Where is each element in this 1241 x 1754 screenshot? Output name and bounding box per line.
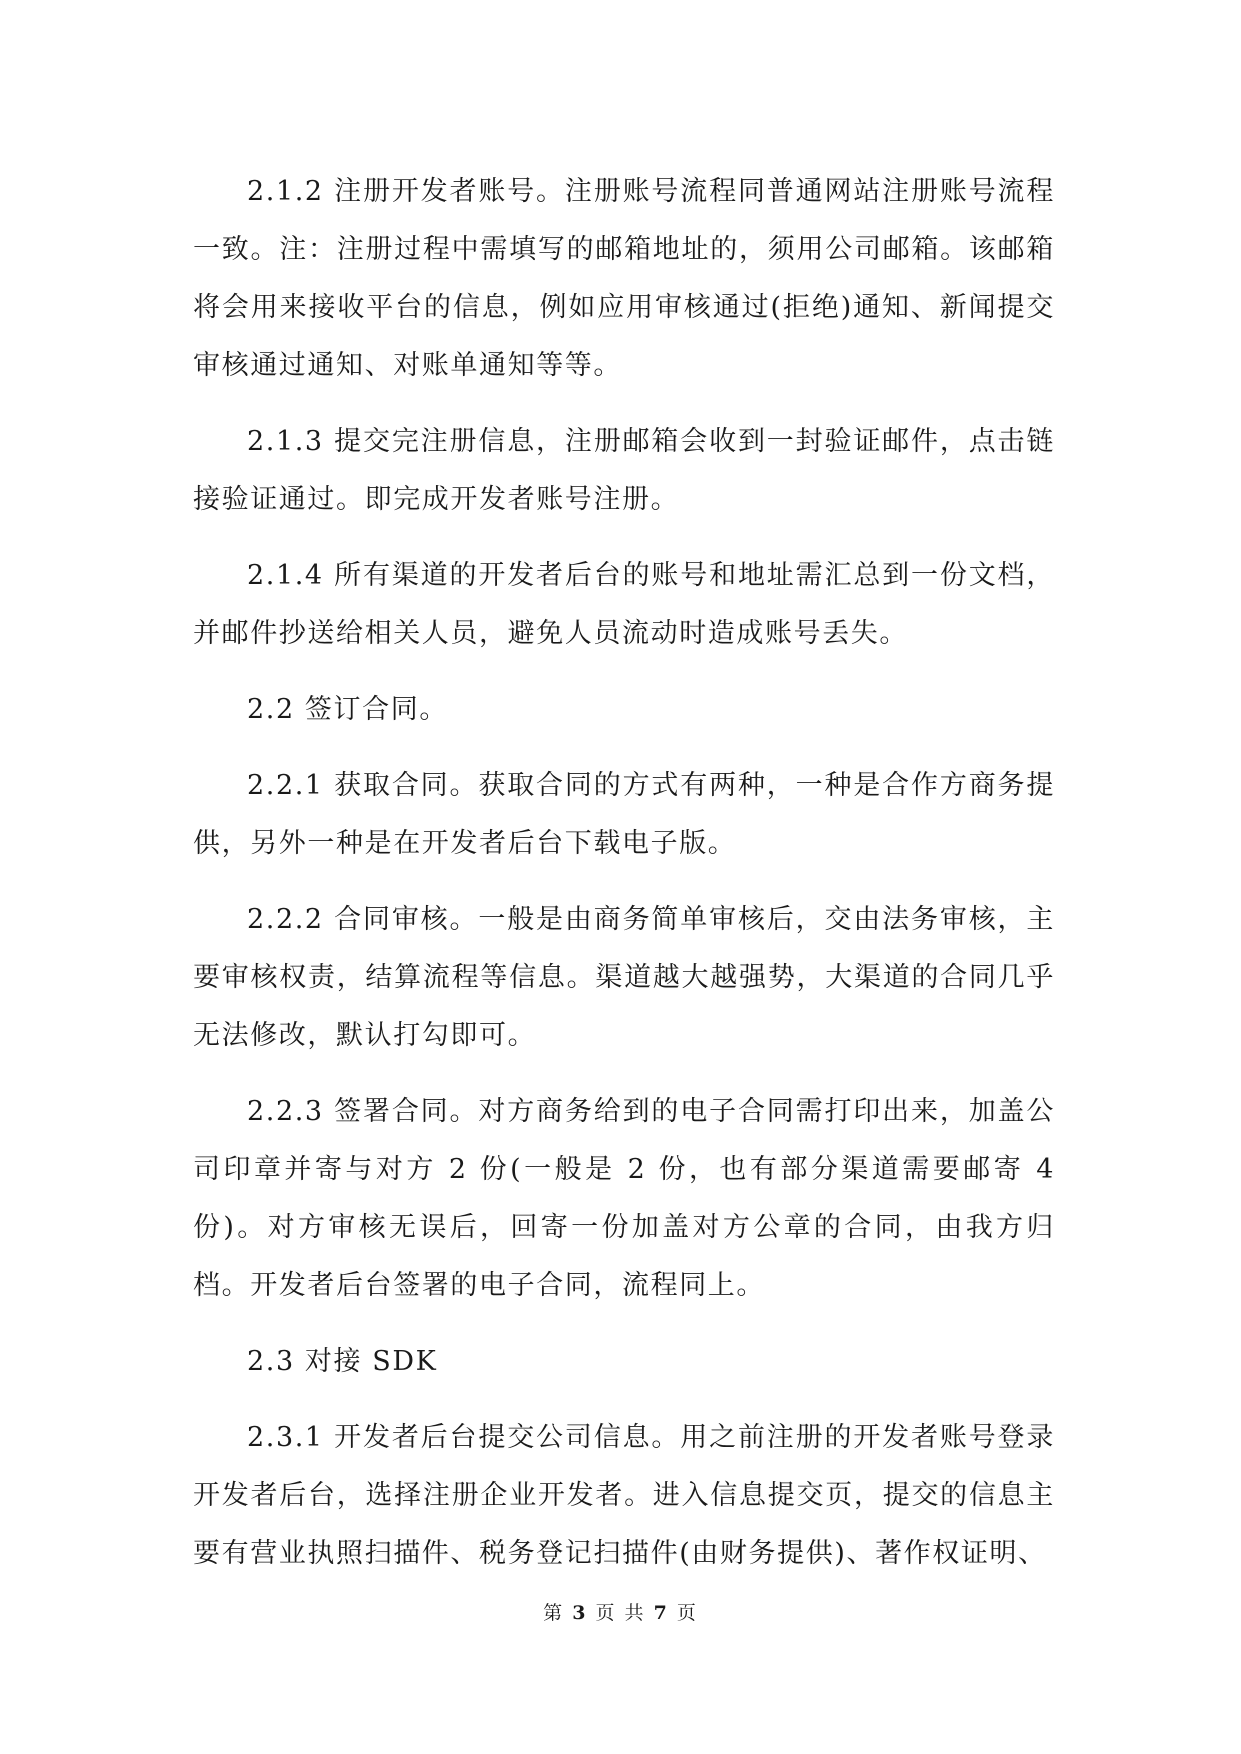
paragraph-2-1-4: 2.1.4 所有渠道的开发者后台的账号和地址需汇总到一份文档，并邮件抄送给相关人员，避免人员流动时造成账号丢失。	[193, 560, 1055, 649]
footer-prefix: 第	[543, 1602, 565, 1624]
footer-suffix: 页	[676, 1602, 698, 1624]
paragraph-2-1-3: 2.1.3 提交完注册信息，注册邮箱会收到一封验证邮件，点击链接验证通过。即完成开发者账号注册。	[193, 426, 1055, 515]
page-footer	[0, 1598, 1241, 1625]
current-page-number: 3	[572, 1602, 588, 1624]
footer-middle: 页 共	[595, 1602, 646, 1624]
heading-2-3: 2.3 对接 SDK	[247, 1346, 438, 1377]
heading-2-2: 2.2 签订合同。	[247, 694, 448, 725]
document-body	[193, 163, 1055, 1601]
paragraph-2-2-1: 2.2.1 获取合同。获取合同的方式有两种，一种是合作方商务提供，另外一种是在开发者后台下载电子版。	[193, 770, 1055, 859]
total-pages-number: 7	[653, 1602, 669, 1624]
paragraph-2-1-2: 2.1.2 注册开发者账号。注册账号流程同普通网站注册账号流程一致。注：注册过程中需填写的邮箱地址的，须用公司邮箱。该邮箱将会用来接收平台的信息，例如应用审核通过(拒绝)通知、新闻提交审核通过通知、对账单通知等等。	[193, 176, 1055, 381]
paragraph-2-2-3: 2.2.3 签署合同。对方商务给到的电子合同需打印出来，加盖公司印章并寄与对方 2 份(一般是 2 份，也有部分渠道需要邮寄 4 份)。对方审核无误后，回寄一份加盖对方公章的合同，由我方归档。开发者后台签署的电子合同，流程同上。	[193, 1096, 1055, 1301]
paragraph-2-3-1: 2.3.1 开发者后台提交公司信息。用之前注册的开发者账号登录开发者后台，选择注册企业开发者。进入信息提交页，提交的信息主要有营业执照扫描件、税务登记扫描件(由财务提供)、著作权证明、	[193, 1422, 1055, 1569]
paragraph-2-2-2: 2.2.2 合同审核。一般是由商务简单审核后，交由法务审核，主要审核权责，结算流程等信息。渠道越大越强势，大渠道的合同几乎无法修改，默认打勾即可。	[193, 904, 1055, 1051]
